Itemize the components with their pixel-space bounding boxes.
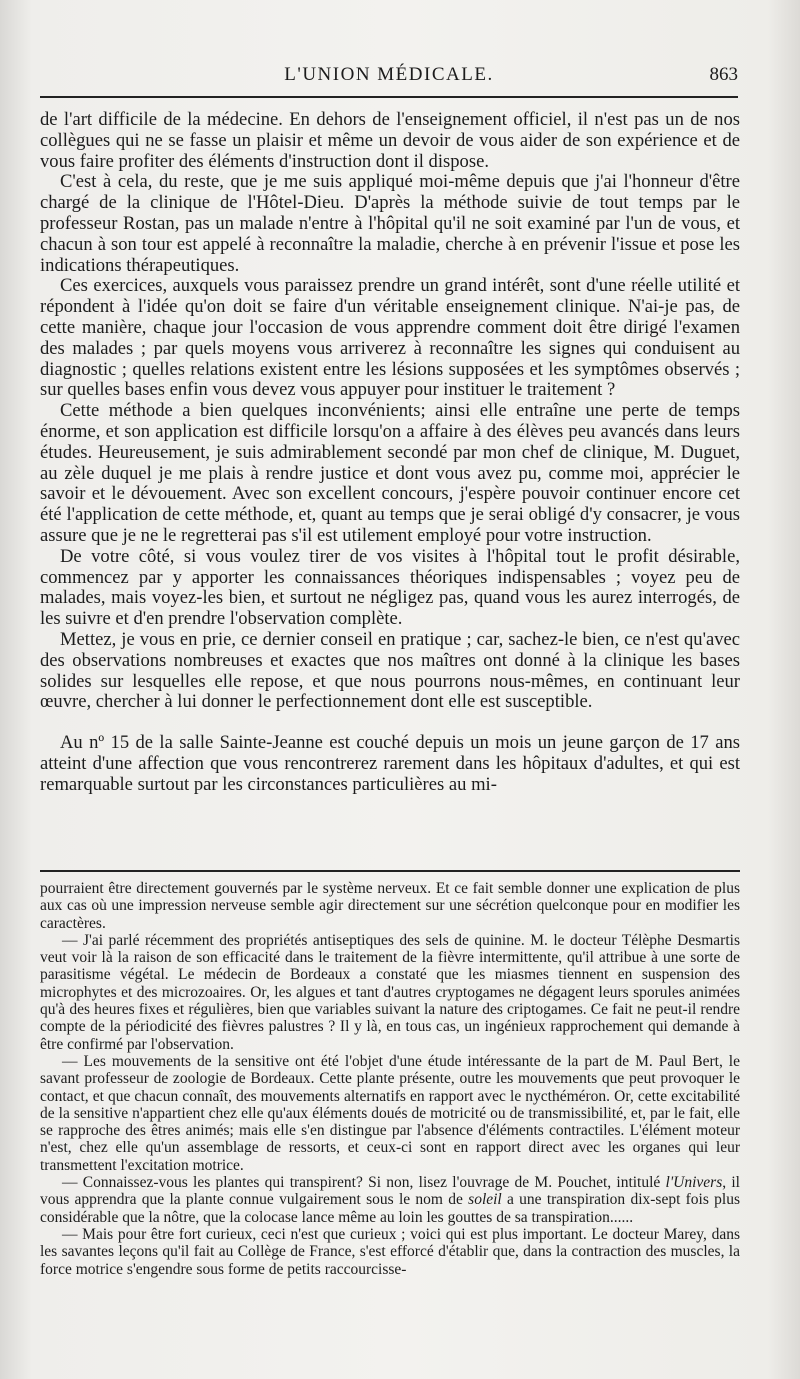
paragraph-exercices: Ces exercices, auxquels vous paraissez prendre un grand intérêt, sont d'une réelle utilité et répondent à l'idée qu'on doit se faire d'un véritable enseignement clinique. N'ai-je pas, de cette manière, chaque jour l'occasion de vous apprendre comment doit être dirigé l'examen des malades ; par quels moyens vous arriverez à reconnaître les signes qui conduisent au diagnostic ; quelles relations existent entre les lésions supposées et les symptômes observés ; sur quelles bases enfin vous devez vous appuyer pour instituer le traitement ?	[40, 275, 740, 401]
journal-title: L'UNION MÉDICALE.	[284, 64, 494, 85]
paragraph-votre-cote: De votre côté, si vous voulez tirer de vos visites à l'hôpital tout le profit désirable, commencez par y apporter les connaissances théoriques indispensables ; voyez peu de malades, mais voyez-les bien, et surtout ne négligez pas, quand vous les aurez interrogés, de les suivre et d'en prendre l'observation complète.	[40, 545, 740, 630]
paragraph-mettez: Mettez, je vous en prie, ce dernier conseil en pratique ; car, sachez-le bien, ce n'est qu'avec des observations nombreuses et exactes que nos maîtres ont donné à la clinique les bases solides sur lesquelles elle repose, et que nous pourrons nous-mêmes, en continuant leur œuvre, chercher à lui donner le perfectionnement dont elle est susceptible.	[40, 628, 740, 713]
paragraph-case: Au nº 15 de la salle Sainte-Jeanne est couché depuis un mois un jeune garçon de 17 ans atteint d'une affection que vous rencontrerez rarement dans les hôpitaux d'adultes, et qui est remarquable surtout par les circonstances particulières au mi-	[40, 732, 740, 795]
note-marey: — Mais pour être fort curieux, ceci n'est que curieux ; voici qui est plus important. Le docteur Marey, dans les savantes leçons qu'il fait au Collège de France, s'est efforcé d'établir que, dans la contraction des muscles, la force motrice s'engendre sous forme de petits raccourcisse-	[40, 1225, 740, 1278]
feuilleton-notes	[40, 880, 740, 1278]
page-number: 863	[709, 64, 738, 85]
note-transpiration-text-a: — Connaissez-vous les plantes qui transpirent? Si non, lisez l'ouvrage de M. Pouchet, intitulé	[62, 1174, 666, 1192]
note-transpiration	[40, 1174, 740, 1226]
note-transpiration-text-b: , il vous apprendra que la plante connue vulgairement sous le nom de	[40, 1174, 740, 1209]
note-transpiration-text-c: a une transpiration dix-sept fois plus considérable que la nôtre, que la colocase lance même au loin les gouttes de sa transpiration......	[40, 1191, 741, 1226]
main-article	[40, 110, 740, 796]
paragraph-continuation: de l'art difficile de la médecine. En dehors de l'enseignement officiel, il n'est pas un de nos collègues qui ne se fasse un plaisir et même un devoir de vous aider de son expérience et de vous faire profiter des éléments d'instruction dont il dispose.	[40, 109, 740, 172]
note-quinine: — J'ai parlé récemment des propriétés antiseptiques des sels de quinine. M. le docteur Télèphe Desmartis veut voir là la raison de son efficacité dans le traitement de la fièvre intermittente, qu'il attribue à une sorte de parasitisme végétal. Le médecin de Bordeaux a constaté que les miasmes tiennent en suspension des microphytes et des microzoaires. Or, les algues et tant d'autres cryptogames ne dégagent leurs sporules animées qu'à des heures fixes et régulières, bien que variables suivant la nature des criptogames. Ce fait ne peut-il rendre compte de la périodicité des fièvres palustres ? Il y là, en tous cas, un ingénieux rapprochement qui demande à être confirmé par l'observation.	[40, 931, 740, 1053]
note-continuation: pourraient être directement gouvernés par le système nerveux. Et ce fait semble donner une explication de plus aux cas où une impression nerveuse semble agir directement sur une sécrétion quelconque pour en modifier les caractères.	[40, 880, 740, 932]
book-title-univers: l'Univers	[665, 1174, 723, 1192]
page-header	[40, 58, 738, 98]
note-sensitive: — Les mouvements de la sensitive ont été l'objet d'une étude intéressante de la part de M. Paul Bert, le savant professeur de zoologie de Bordeaux. Cette plante présente, outre les mouvements que peut provoquer le contact, et que chacun connaît, des mouvements alternatifs en rapport avec le nycthéméron. Or, cette excitabilité de la sensitive n'appartient chez elle qu'aux éléments doués de motricité ou de transmissibilité, et, par le fait, elle se rapproche des êtres animés; mais elle s'en distingue par l'absence d'éléments contractiles. L'élément moteur n'est, chez elle qu'un assemblage de ressorts, et ceux-ci sont en rapport direct avec les organes qui leur transmettent l'excitation motrice.	[40, 1052, 740, 1174]
plant-name-soleil: soleil	[468, 1191, 502, 1209]
paragraph-clinique: C'est à cela, du reste, que je me suis appliqué moi-même depuis que j'ai l'honneur d'être chargé de la clinique de l'Hôtel-Dieu. D'après la méthode suivie de tout temps par le professeur Rostan, pas un malade n'entre à l'hôpital qu'il ne soit examiné par l'un de vous, et chacun à son tour est appelé à reconnaître la maladie, cherche à en prévenir l'issue et pose les indications thérapeutiques.	[40, 171, 740, 276]
paragraph-methode: Cette méthode a bien quelques inconvénients; ainsi elle entraîne une perte de temps énorme, et son application est difficile lorsqu'on a affaire à des élèves peu avancés dans leurs études. Heureusement, je suis admirablement secondé par mon chef de clinique, M. Duguet, au zèle duquel je me plais à rendre justice et dont vous avez pu, comme moi, apprécier le savoir et le dévouement. Avec son excellent concours, j'espère pouvoir continuer encore cet été l'application de cette méthode, et, quant au temps que je serai obligé d'y consacrer, je vous assure que je ne le regretterai pas s'il est utilement employé pour votre instruction.	[40, 400, 740, 546]
footnote-divider	[40, 870, 740, 872]
